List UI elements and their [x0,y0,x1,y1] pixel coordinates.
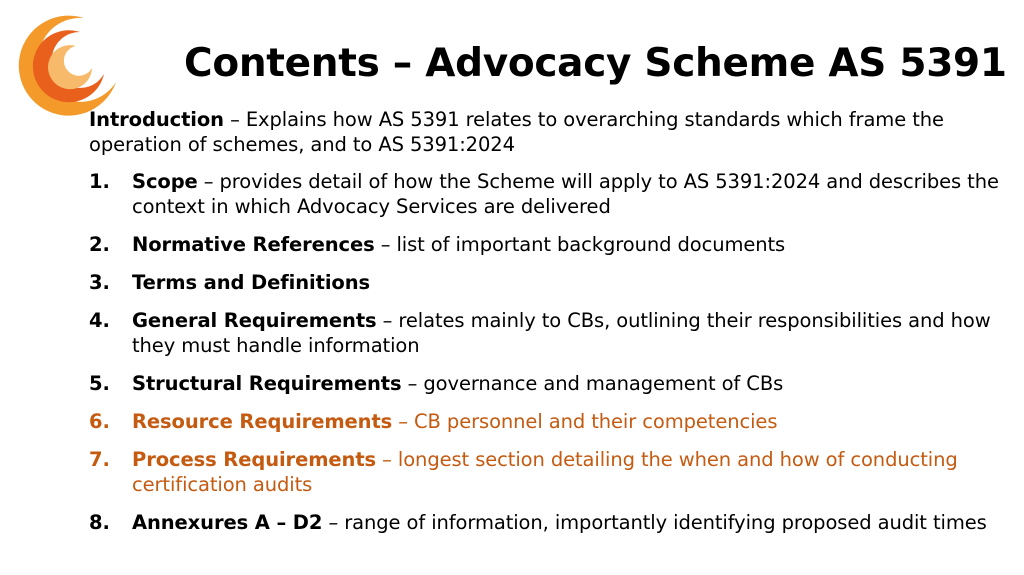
item-heading: Normative References [132,233,375,256]
item-heading: Process Requirements [132,448,377,471]
contents-item [89,510,1014,535]
contents-item [89,232,1014,257]
item-number: 1. [89,170,110,193]
item-number: 3. [89,271,110,294]
item-number: 4. [89,309,110,332]
item-text [132,270,1014,295]
intro-paragraph [89,107,1014,157]
contents-item [89,270,1014,295]
contents-item [89,447,1014,497]
slide-title: Contents – Advocacy Scheme AS 5391 [184,41,1007,86]
item-heading: Structural Requirements [132,372,402,395]
item-description: – CB personnel and their competencies [392,410,778,433]
item-text [132,409,1014,434]
swirl-logo-icon [10,10,122,122]
item-heading: Resource Requirements [132,410,393,433]
item-text [132,447,1014,497]
item-description: – range of information, importantly identifying proposed audit times [322,511,987,534]
intro-text: – Explains how AS 5391 relates to overarching standards which frame the operation of schemes, and to AS 5391:2024 [89,108,944,156]
item-description: – provides detail of how the Scheme will apply to AS 5391:2024 and describes the context in which Advocacy Services are delivered [132,170,999,218]
item-number: 6. [89,410,110,433]
intro-heading: Introduction [89,108,224,131]
item-text [132,308,1014,358]
contents-item [89,409,1014,434]
item-text [132,510,1014,535]
item-text [132,169,1014,219]
item-heading: Scope [132,170,198,193]
item-heading: General Requirements [132,309,377,332]
item-number: 8. [89,511,110,534]
contents-list [89,169,1014,535]
item-number: 2. [89,233,110,256]
item-number: 5. [89,372,110,395]
item-description: – relates mainly to CBs, outlining their responsibilities and how they must handle information [132,309,991,357]
item-description: – longest section detailing the when and how of conducting certification audits [132,448,958,496]
item-description: – governance and management of CBs [401,372,784,395]
contents-item [89,308,1014,358]
item-number: 7. [89,448,110,471]
contents-item [89,371,1014,396]
contents-item [89,169,1014,219]
contents-body [89,107,1014,548]
item-text [132,232,1014,257]
item-text [132,371,1014,396]
item-heading: Annexures A – D2 [132,511,323,534]
item-description: – list of important background documents [374,233,786,256]
item-heading: Terms and Definitions [132,271,370,294]
